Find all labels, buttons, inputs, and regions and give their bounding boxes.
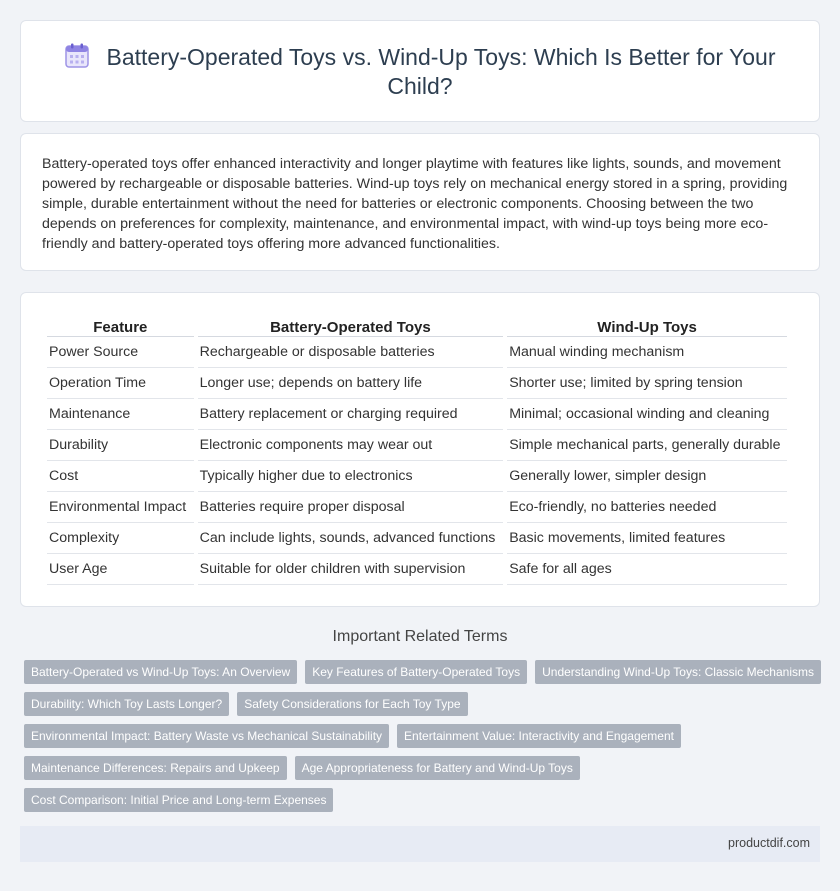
tag-row	[24, 724, 824, 748]
table-row	[47, 554, 787, 585]
windup-cell: Eco-friendly, no batteries needed	[507, 492, 787, 523]
windup-cell: Simple mechanical parts, generally durable	[507, 430, 787, 461]
column-header: Wind-Up Toys	[507, 315, 787, 337]
column-header: Battery-Operated Toys	[198, 315, 504, 337]
table-row	[47, 461, 787, 492]
tag-row	[24, 756, 824, 780]
windup-cell: Basic movements, limited features	[507, 523, 787, 554]
related-term-tag[interactable]: Understanding Wind-Up Toys: Classic Mechanisms	[535, 660, 821, 684]
related-term-tag[interactable]: Entertainment Value: Interactivity and Engagement	[397, 724, 681, 748]
feature-cell: Operation Time	[47, 368, 194, 399]
related-term-tag[interactable]: Safety Considerations for Each Toy Type	[237, 692, 467, 716]
feature-cell: Environmental Impact	[47, 492, 194, 523]
header-card	[20, 20, 820, 122]
table-row	[47, 492, 787, 523]
battery-cell: Rechargeable or disposable batteries	[198, 337, 504, 368]
battery-cell: Longer use; depends on battery life	[198, 368, 504, 399]
page-title: Battery-Operated Toys vs. Wind-Up Toys: Which Is Better for Your Child?	[106, 44, 776, 99]
table-header-row	[47, 315, 787, 337]
table-row	[47, 337, 787, 368]
related-terms-title: Important Related Terms	[332, 628, 508, 645]
feature-cell: Power Source	[47, 337, 194, 368]
footer	[20, 826, 820, 862]
table-row	[47, 523, 787, 554]
related-term-tag[interactable]: Battery-Operated vs Wind-Up Toys: An Overview	[24, 660, 297, 684]
feature-cell: Cost	[47, 461, 194, 492]
related-term-tag[interactable]: Age Appropriateness for Battery and Wind-Up Toys	[295, 756, 580, 780]
feature-cell: User Age	[47, 554, 194, 585]
battery-cell: Batteries require proper disposal	[198, 492, 504, 523]
tag-row	[24, 788, 824, 812]
windup-cell: Safe for all ages	[507, 554, 787, 585]
comparison-table	[43, 315, 791, 585]
footer-site-link[interactable]: productdif.com	[728, 836, 810, 850]
comparison-table-card	[20, 292, 820, 607]
summary-text: Battery-operated toys offer enhanced interactivity and longer playtime with features like lights, sounds, and movement powered by rechargeable or disposable batteries. Wind-up toys rely on mechanical energy stored in a spring, providing simple, durable entertainment without the need for batteries or electronic components. Choosing between the two depends on preferences for complexity, maintenance, and environmental impact, with wind-up toys being more eco-friendly and battery-operated toys offering more advanced functionalities.	[42, 156, 788, 252]
related-term-tag[interactable]: Environmental Impact: Battery Waste vs Mechanical Sustainability	[24, 724, 389, 748]
related-term-tag[interactable]: Durability: Which Toy Lasts Longer?	[24, 692, 229, 716]
related-term-tag[interactable]: Cost Comparison: Initial Price and Long-term Expenses	[24, 788, 333, 812]
related-terms-list	[24, 660, 824, 820]
related-term-tag[interactable]: Key Features of Battery-Operated Toys	[305, 660, 527, 684]
page-title-wrap	[61, 43, 779, 101]
feature-cell: Durability	[47, 430, 194, 461]
table-row	[47, 368, 787, 399]
feature-cell: Complexity	[47, 523, 194, 554]
feature-cell: Maintenance	[47, 399, 194, 430]
tag-row	[24, 692, 824, 716]
battery-cell: Battery replacement or charging required	[198, 399, 504, 430]
battery-cell: Typically higher due to electronics	[198, 461, 504, 492]
windup-cell: Minimal; occasional winding and cleaning	[507, 399, 787, 430]
calendar-icon	[65, 43, 89, 68]
windup-cell: Shorter use; limited by spring tension	[507, 368, 787, 399]
column-header: Feature	[47, 315, 194, 337]
related-term-tag[interactable]: Maintenance Differences: Repairs and Upkeep	[24, 756, 287, 780]
windup-cell: Generally lower, simpler design	[507, 461, 787, 492]
table-row	[47, 430, 787, 461]
battery-cell: Can include lights, sounds, advanced functions	[198, 523, 504, 554]
table-row	[47, 399, 787, 430]
battery-cell: Suitable for older children with supervision	[198, 554, 504, 585]
tag-row	[24, 660, 824, 684]
battery-cell: Electronic components may wear out	[198, 430, 504, 461]
windup-cell: Manual winding mechanism	[507, 337, 787, 368]
summary-card	[20, 133, 820, 271]
